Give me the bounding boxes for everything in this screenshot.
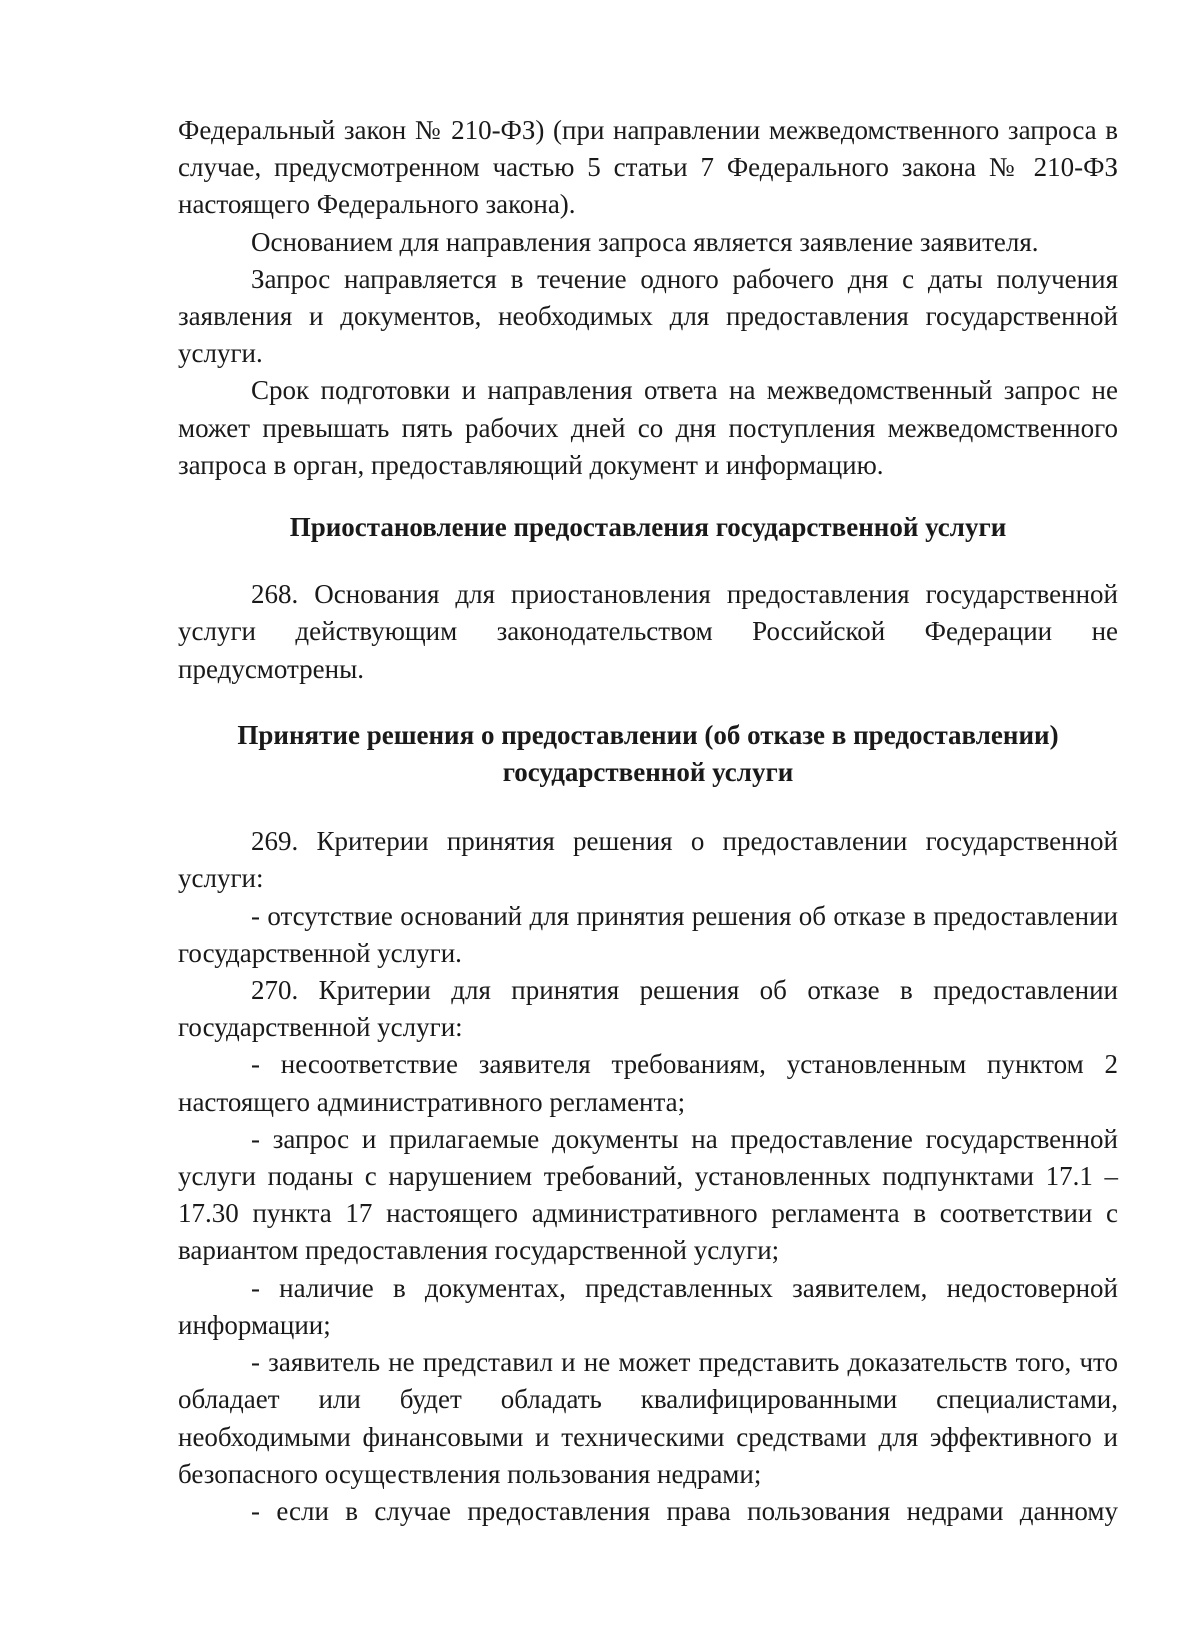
document-page <box>178 112 1118 1530</box>
list-item-false-information: - наличие в документах, представленных заявителем, недостоверной информации; <box>178 1272 1118 1340</box>
list-item-nonconformity: - несоответствие заявителя требованиям, установленным пунктом 2 настоящего административного регламента; <box>178 1049 1118 1117</box>
paragraph-268: 268. Основания для приостановления предоставления государственной услуги действующим законодательством Российской Федерации не предусмотрены. <box>178 579 1118 684</box>
paragraph-request-timing: Запрос направляется в течение одного рабочего дня с даты получения заявления и документов, необходимых для предоставления государственной услуги. <box>178 263 1118 369</box>
section-heading-decision-line2: государственной услуги <box>502 757 794 788</box>
list-item-requirements-violation: - запрос и прилагаемые документы на предоставление государственной услуги поданы с нарушением требований, установленных подпунктами 17.1 – 17.30 пункта 17 настоящего административного регламента в соответствии с вариантом предоставления государственной услуги; <box>178 1123 1118 1266</box>
paragraph-269: 269. Критерии принятия решения о предоставлении государственной услуги: <box>178 826 1118 894</box>
section-heading-decision-line1: Принятие решения о предоставлении (об отказе в предоставлении) <box>237 719 1059 750</box>
list-item-no-grounds: - отсутствие оснований для принятия решения об отказе в предоставлении государственной услуги. <box>178 900 1118 968</box>
paragraph-request-basis: Основанием для направления запроса является заявление заявителя. <box>251 226 1039 257</box>
paragraph-response-deadline: Срок подготовки и направления ответа на межведомственный запрос не может превышать пять рабочих дней со дня поступления межведомственного запроса в орган, предоставляющий документ и информацию. <box>178 375 1118 480</box>
paragraph-270: 270. Критерии для принятия решения об отказе в предоставлении государственной услуги: <box>178 975 1118 1043</box>
list-item-subsoil-right: - если в случае предоставления права пользования недрами данному <box>251 1495 1118 1526</box>
list-item-no-evidence: - заявитель не представил и не может представить доказательств того, что обладает или будет обладать квалифицированными специалистами, необходимыми финансовыми и техническими средствами для эффективного и безопасного осуществления пользования недрами; <box>178 1347 1118 1489</box>
section-heading-decision <box>178 717 1118 791</box>
section-heading-suspension: Приостановление предоставления государственной услуги <box>289 512 1007 543</box>
paragraph-law-reference: Федеральный закон № 210-ФЗ) (при направлении межведомственного запроса в случае, предусмотренном частью 5 статьи 7 Федерального закона № 210-ФЗ настоящего Федерального закона). <box>178 115 1118 220</box>
